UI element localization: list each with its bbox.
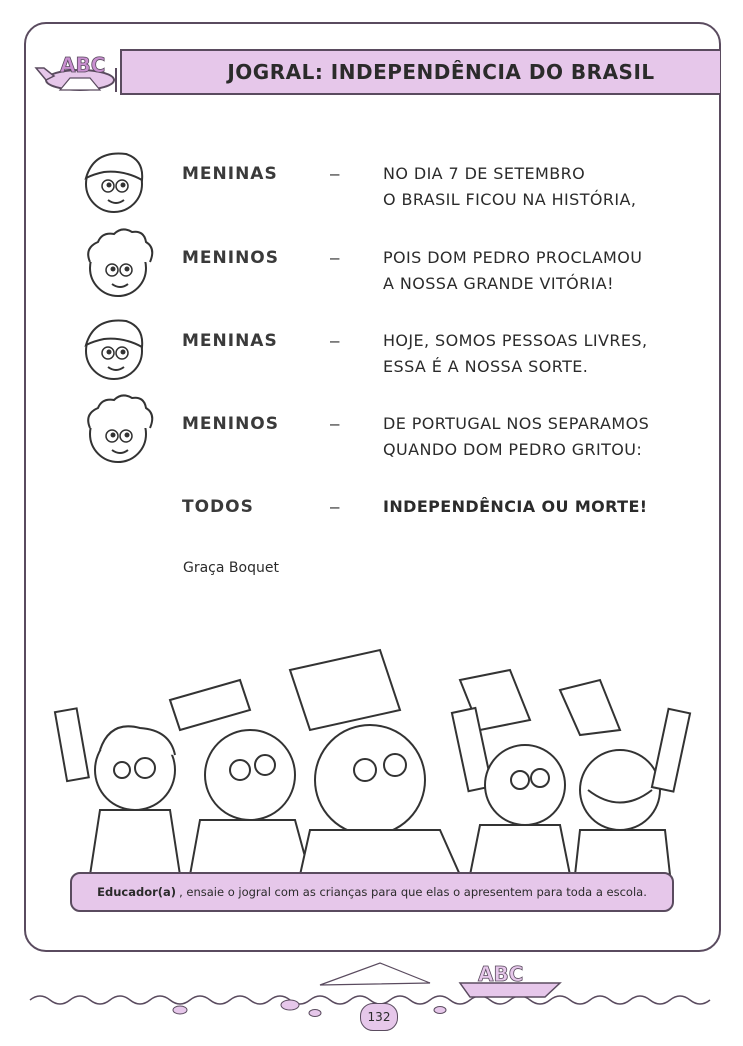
fish-icon <box>434 1007 446 1014</box>
speaker-label: MENINOS <box>182 248 280 268</box>
educator-label: Educador(a) <box>97 885 177 899</box>
verse-line: QUANDO DOM PEDRO GRITOU: <box>383 440 643 459</box>
verse-row-2 <box>0 248 743 308</box>
verse-row-1 <box>0 164 743 224</box>
verse-row-5 <box>0 497 743 557</box>
fish-icon <box>173 1006 187 1014</box>
verse-line: A NOSSA GRANDE VITÓRIA! <box>383 274 614 293</box>
verse-line: INDEPENDÊNCIA OU MORTE! <box>383 497 648 516</box>
plane-logo-text: ABC <box>60 53 106 77</box>
author: Graça Boquet <box>183 560 279 576</box>
verse-line: HOJE, SOMOS PESSOAS LIVRES, <box>383 331 648 350</box>
verse-line: POIS DOM PEDRO PROCLAMOU <box>383 248 643 267</box>
educator-note-bar <box>70 872 674 912</box>
verse-line: ESSA É A NOSSA SORTE. <box>383 357 589 376</box>
boy-face-icon <box>74 226 164 306</box>
fish-icon <box>281 1000 299 1010</box>
dash: – <box>330 164 340 183</box>
girl-face-icon <box>74 142 154 222</box>
speaker-label: MENINAS <box>182 331 278 351</box>
title-banner <box>120 49 720 95</box>
dash: – <box>330 497 340 516</box>
girl-face-icon <box>74 309 154 389</box>
verse-row-4 <box>0 414 743 474</box>
speaker-label: MENINOS <box>182 414 280 434</box>
abc-plane-logo-icon <box>30 38 130 108</box>
speaker-label: MENINAS <box>182 164 278 184</box>
verse-row-3 <box>0 331 743 391</box>
speaker-label: TODOS <box>182 497 254 517</box>
dash: – <box>330 414 340 433</box>
footer-wave-decoration <box>0 955 743 1045</box>
boat-text: ABC <box>478 962 524 986</box>
fish-icon <box>309 1010 321 1017</box>
boy-face-icon <box>74 392 164 472</box>
dash: – <box>330 248 340 267</box>
educator-note-text: , ensaie o jogral com as crianças para que elas o apresentem para toda a escola. <box>179 885 647 899</box>
verse-line: NO DIA 7 DE SETEMBRO <box>383 164 586 183</box>
verse-line: DE PORTUGAL NOS SEPARAMOS <box>383 414 650 433</box>
page-title: JOGRAL: INDEPENDÊNCIA DO BRASIL <box>227 60 655 84</box>
children-with-paper-hats-illustration <box>40 640 700 875</box>
dash: – <box>330 331 340 350</box>
verse-line: O BRASIL FICOU NA HISTÓRIA, <box>383 190 637 209</box>
page-number: 132 <box>360 1003 398 1031</box>
